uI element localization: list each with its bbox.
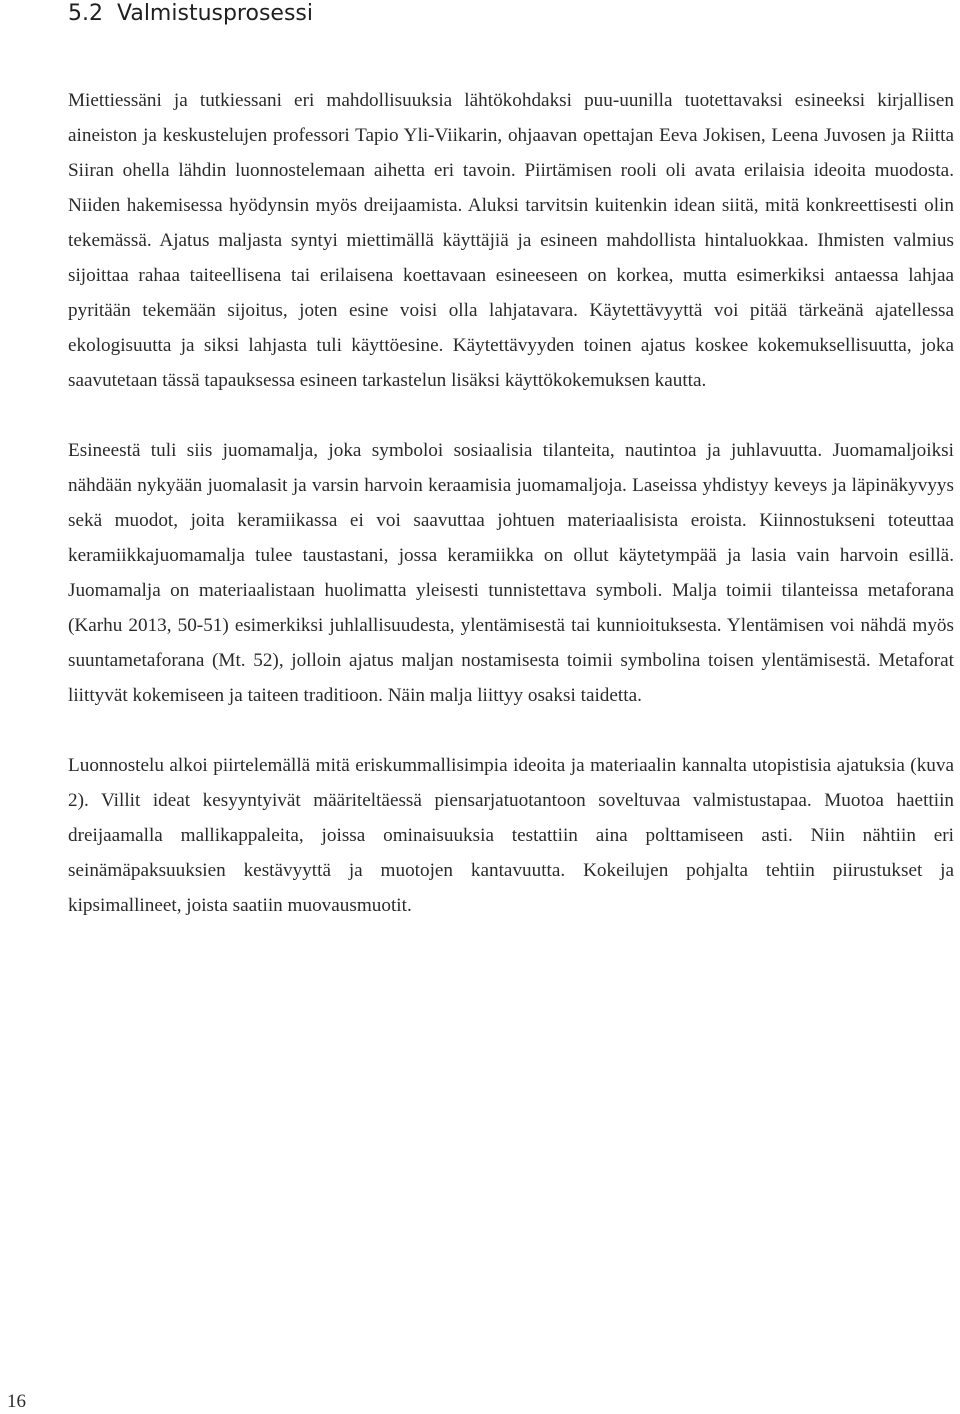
- page-number: 16: [7, 1391, 26, 1412]
- section-number: 5.2: [68, 1, 103, 26]
- body-text: [68, 83, 954, 958]
- section-heading: [68, 0, 313, 28]
- paragraph-2: Esineestä tuli siis juomamalja, joka symboloi sosiaalisia tilanteita, nautintoa ja juhlavuutta. Juomamaljoiksi nähdään nykyään juomalasit ja varsin harvoin keraamisia juomamaljoja. Laseissa yhdistyy keveys ja läpinäkyvyys sekä muodot, joita keramiikassa ei voi saavuttaa johtuen materiaalisista eroista. Kiinnostukseni toteuttaa keramiikkajuomamalja tulee taustastani, jossa keramiikka on ollut käytetympää ja lasia vain harvoin esillä. Juomamalja on materiaalistaan huolimatta yleisesti tunnistettava symboli. Malja toimii tilanteissa metaforana (Karhu 2013, 50-51) esimerkiksi juhlallisuudesta, ylentämisestä tai kunnioituksesta. Ylentämisen voi nähdä myös suuntametaforana (Mt. 52), jolloin ajatus maljan nostamisesta toimii symbolina toisen ylentämisestä. Metaforat liittyvät kokemiseen ja taiteen traditioon. Näin malja liittyy osaksi taidetta.: [68, 440, 954, 706]
- paragraph-3: Luonnostelu alkoi piirtelemällä mitä eriskummallisimpia ideoita ja materiaalin kannalta utopistisia ajatuksia (kuva 2). Villit ideat kesyyntyivät määriteltäessä piensarjatuotantoon soveltuvaa valmistustapaa. Muotoa haettiin dreijaamalla mallikappaleita, joissa ominaisuuksia testattiin aina polttamiseen asti. Niin nähtiin eri seinämäpaksuuksien kestävyyttä ja muotojen kantavuutta. Kokeilujen pohjalta tehtiin piirustukset ja kipsimallineet, joista saatiin muovausmuotit.: [68, 755, 954, 916]
- paragraph-1: Miettiessäni ja tutkiessani eri mahdollisuuksia lähtökohdaksi puu-uunilla tuotettavaksi esineeksi kirjallisen aineiston ja keskustelujen professori Tapio Yli-Viikarin, ohjaavan opettajan Eeva Jokisen, Leena Juvosen ja Riitta Siiran ohella lähdin luonnostelemaan aihetta eri tavoin. Piirtämisen rooli oli avata erilaisia ideoita muodosta. Niiden hakemisessa hyödynsin myös dreijaamista. Aluksi tarvitsin kuitenkin idean siitä, mitä konkreettisesti olin tekemässä. Ajatus maljasta syntyi miettimällä käyttäjiä ja esineen mahdollista hintaluokkaa. Ihmisten valmius sijoittaa rahaa taiteellisena tai erilaisena koettavaan esineeseen on korkea, mutta esimerkiksi antaessa lahjaa pyritään tekemään sijoitus, joten esine voisi olla lahjatavara. Käytettävyyttä voi pitää tärkeänä ajatellessa ekologisuutta ja siksi lahjasta tuli käyttöesine. Käytettävyyden toinen ajatus koskee kokemuksellisuutta, joka saavutetaan tässä tapauksessa esineen tarkastelun lisäksi käyttökokemuksen kautta.: [68, 90, 954, 391]
- section-title: Valmistusprosessi: [117, 1, 313, 26]
